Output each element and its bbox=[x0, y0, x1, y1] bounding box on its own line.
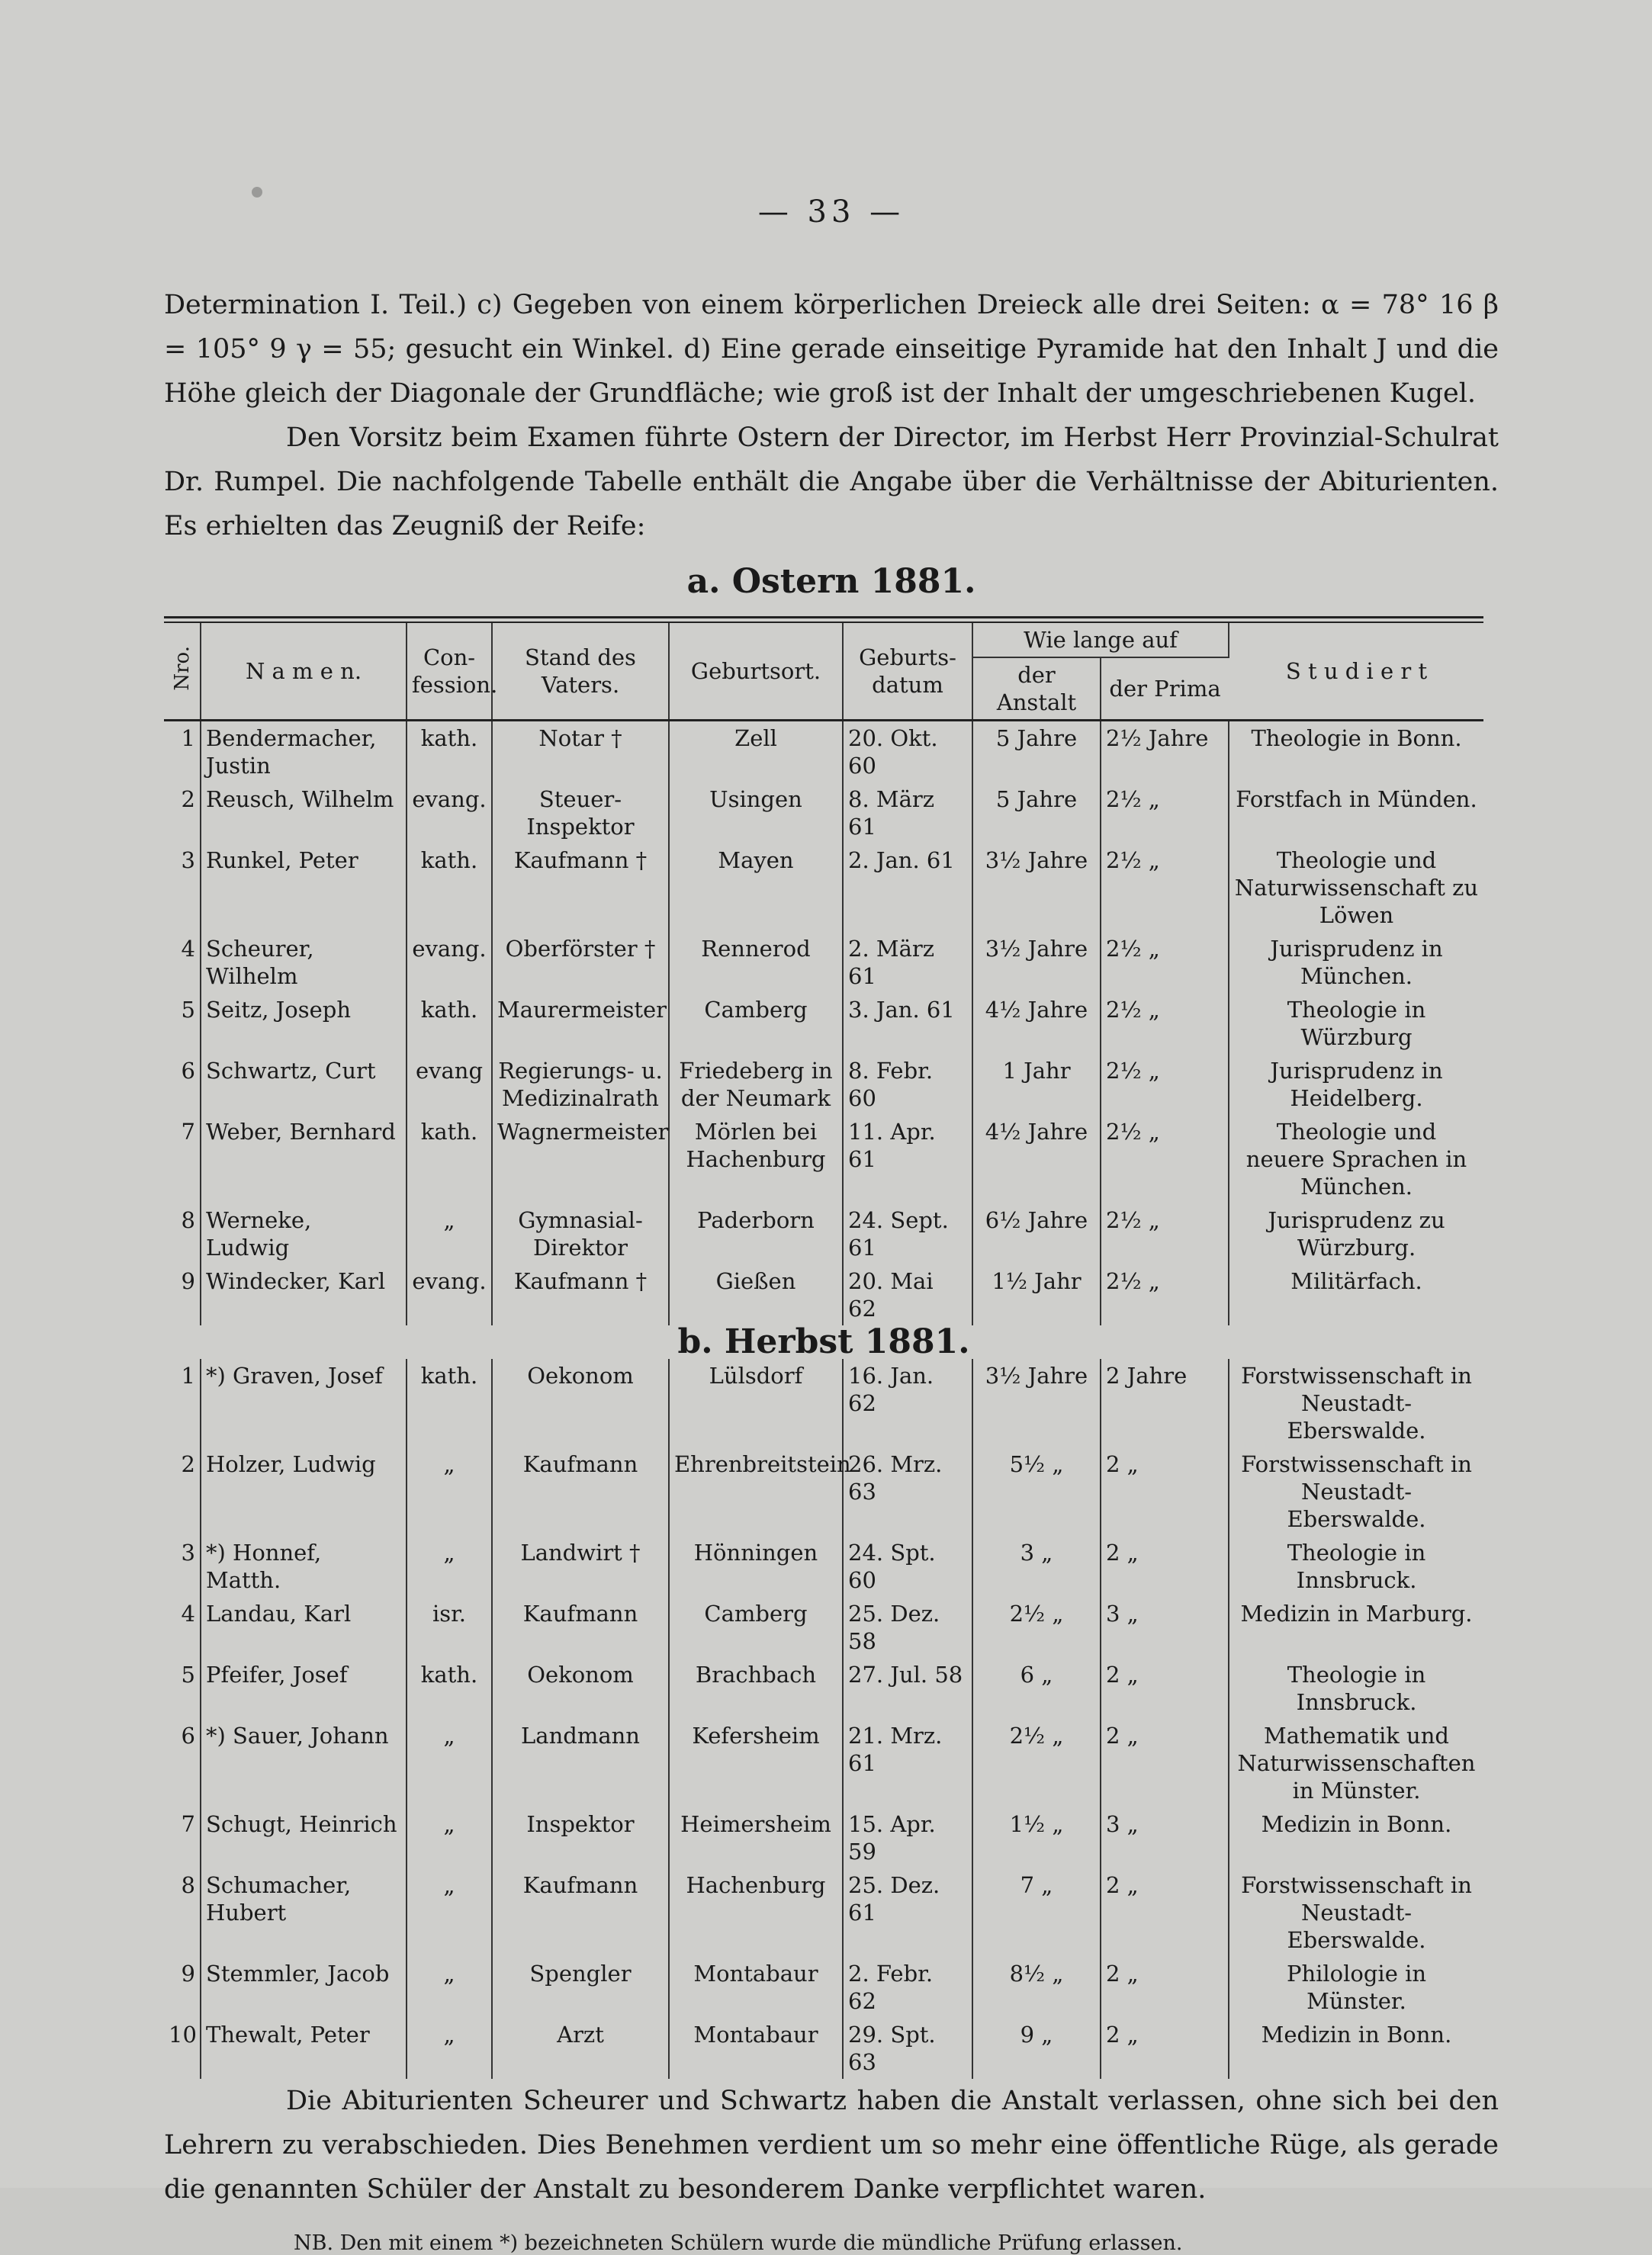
cell-place: Montabaur bbox=[669, 1957, 843, 2018]
cell-prima: 2 „ bbox=[1101, 2018, 1229, 2079]
cell-study: Mathematik und Naturwissenschaften in Münster. bbox=[1237, 1723, 1476, 1804]
cell-date: 2. Jan. 61 bbox=[843, 843, 972, 932]
table-row bbox=[164, 1597, 1483, 1658]
header-name: N a m e n. bbox=[201, 623, 407, 721]
header-prima: der Prima bbox=[1101, 657, 1229, 721]
cell-nr: 5 bbox=[164, 993, 201, 1054]
cell-place: Lülsdorf bbox=[669, 1359, 843, 1447]
cell-prima: 2 „ bbox=[1101, 1957, 1229, 2018]
table-row bbox=[164, 1203, 1483, 1264]
cell-study: Jurisprudenz zu Würzburg. bbox=[1268, 1207, 1445, 1261]
section-title-ostern: a. Ostern 1881. bbox=[686, 562, 976, 601]
cell-inst: 3½ Jahre bbox=[972, 843, 1101, 932]
cell-name: *) Graven, Josef bbox=[201, 1359, 407, 1447]
cell-name: Schumacher, Hubert bbox=[201, 1868, 407, 1957]
cell-date: 8. Febr. 60 bbox=[843, 1054, 972, 1115]
cell-father: Kaufmann † bbox=[492, 1264, 669, 1325]
cell-prima: 2½ „ bbox=[1101, 843, 1229, 932]
cell-date: 29. Spt. 63 bbox=[843, 2018, 972, 2079]
cell-nr: 3 bbox=[164, 843, 201, 932]
cell-father: Landwirt † bbox=[492, 1536, 669, 1597]
cell-study: Medizin in Bonn. bbox=[1261, 2022, 1452, 2048]
table-row bbox=[164, 1054, 1483, 1115]
cell-nr: 4 bbox=[164, 932, 201, 993]
cell-name: *) Honnef, Matth. bbox=[201, 1536, 407, 1597]
cell-conf: kath. bbox=[407, 993, 492, 1054]
cell-prima: 2½ „ bbox=[1101, 993, 1229, 1054]
table-row bbox=[164, 1868, 1483, 1957]
cell-study: Medizin in Marburg. bbox=[1240, 1601, 1473, 1627]
cell-inst: 6½ Jahre bbox=[972, 1203, 1101, 1264]
cell-father: Kaufmann bbox=[492, 1597, 669, 1658]
cell-place: Brachbach bbox=[669, 1658, 843, 1719]
cell-conf: evang. bbox=[407, 932, 492, 993]
cell-prima: 2 „ bbox=[1101, 1719, 1229, 1807]
cell-name: Werneke, Ludwig bbox=[201, 1203, 407, 1264]
header-studies: S t u d i e r t bbox=[1229, 623, 1483, 721]
cell-date: 3. Jan. 61 bbox=[843, 993, 972, 1054]
header-nr: Nro. bbox=[164, 623, 201, 721]
cell-name: Schwartz, Curt bbox=[201, 1054, 407, 1115]
cell-father: Wagnermeister bbox=[492, 1115, 669, 1203]
page-number: — 33 — bbox=[757, 194, 905, 230]
cell-father: Landmann bbox=[492, 1719, 669, 1807]
cell-name: Seitz, Joseph bbox=[201, 993, 407, 1054]
header-birthplace: Geburtsort. bbox=[669, 623, 843, 721]
cell-date: 27. Jul. 58 bbox=[843, 1658, 972, 1719]
cell-inst: 5½ „ bbox=[972, 1447, 1101, 1536]
cell-study: Theologie und neuere Sprachen in München. bbox=[1245, 1119, 1467, 1200]
cell-inst: 8½ „ bbox=[972, 1957, 1101, 2018]
cell-place: Ehrenbreitstein bbox=[669, 1447, 843, 1536]
cell-place: Hönningen bbox=[669, 1536, 843, 1597]
cell-nr: 8 bbox=[164, 1868, 201, 1957]
cell-nr: 9 bbox=[164, 1264, 201, 1325]
ostern-rows bbox=[164, 721, 1483, 1326]
cell-prima: 2 „ bbox=[1101, 1447, 1229, 1536]
cell-inst: 5 Jahre bbox=[972, 721, 1101, 783]
table-row bbox=[164, 1807, 1483, 1868]
cell-nr: 5 bbox=[164, 1658, 201, 1719]
cell-conf: isr. bbox=[407, 1597, 492, 1658]
cell-nr: 2 bbox=[164, 782, 201, 843]
header-institution: der Anstalt bbox=[972, 657, 1101, 721]
cell-conf: evang bbox=[407, 1054, 492, 1115]
cell-study: Forstwissenschaft in Neustadt-Eberswalde. bbox=[1241, 1363, 1472, 1444]
cell-conf: kath. bbox=[407, 1658, 492, 1719]
cell-inst: 9 „ bbox=[972, 2018, 1101, 2079]
cell-place: Usingen bbox=[669, 782, 843, 843]
cell-nr: 9 bbox=[164, 1957, 201, 2018]
cell-place: Camberg bbox=[669, 993, 843, 1054]
cell-name: Pfeifer, Josef bbox=[201, 1658, 407, 1719]
cell-conf: evang. bbox=[407, 1264, 492, 1325]
cell-inst: 6 „ bbox=[972, 1658, 1101, 1719]
cell-inst: 3 „ bbox=[972, 1536, 1101, 1597]
cell-place: Kefersheim bbox=[669, 1719, 843, 1807]
cell-nr: 8 bbox=[164, 1203, 201, 1264]
cell-date: 20. Mai 62 bbox=[843, 1264, 972, 1325]
cell-prima: 2 „ bbox=[1101, 1536, 1229, 1597]
herbst-heading bbox=[164, 1322, 1483, 1361]
cell-conf: „ bbox=[407, 1536, 492, 1597]
cell-place: Paderborn bbox=[669, 1203, 843, 1264]
cell-father: Regierungs- u. Medizinalrath bbox=[492, 1054, 669, 1115]
cell-nr: 10 bbox=[164, 2018, 201, 2079]
cell-father: Inspektor bbox=[492, 1807, 669, 1868]
cell-father: Kaufmann † bbox=[492, 843, 669, 932]
cell-prima: 2½ „ bbox=[1101, 1264, 1229, 1325]
cell-father: Oekonom bbox=[492, 1658, 669, 1719]
cell-conf: kath. bbox=[407, 1115, 492, 1203]
cell-study: Forstwissenschaft in Neustadt-Eberswalde. bbox=[1241, 1872, 1472, 1953]
cell-study: Theologie in Würzburg bbox=[1287, 997, 1426, 1050]
cell-nr: 1 bbox=[164, 1359, 201, 1447]
cell-nr: 1 bbox=[164, 721, 201, 783]
cell-place: Mörlen bei Hachenburg bbox=[669, 1115, 843, 1203]
cell-nr: 6 bbox=[164, 1054, 201, 1115]
cell-place: Gießen bbox=[669, 1264, 843, 1325]
cell-name: Windecker, Karl bbox=[201, 1264, 407, 1325]
cell-prima: 3 „ bbox=[1101, 1597, 1229, 1658]
cell-study: Militärfach. bbox=[1290, 1268, 1422, 1294]
cell-conf: „ bbox=[407, 1807, 492, 1868]
cell-date: 11. Apr. 61 bbox=[843, 1115, 972, 1203]
cell-study: Theologie und Naturwissenschaft zu Löwen bbox=[1234, 847, 1479, 928]
cell-prima: 2 „ bbox=[1101, 1868, 1229, 1957]
table-row bbox=[164, 1447, 1483, 1536]
cell-conf: evang. bbox=[407, 782, 492, 843]
cell-name: Weber, Bernhard bbox=[201, 1115, 407, 1203]
cell-conf: „ bbox=[407, 1447, 492, 1536]
header-father: Stand des Vaters. bbox=[492, 623, 669, 721]
cell-nr: 7 bbox=[164, 1807, 201, 1868]
cell-place: Rennerod bbox=[669, 932, 843, 993]
cell-date: 16. Jan. 62 bbox=[843, 1359, 972, 1447]
cell-conf: kath. bbox=[407, 843, 492, 932]
cell-father: Notar † bbox=[492, 721, 669, 783]
cell-inst: 1 Jahr bbox=[972, 1054, 1101, 1115]
cell-conf: kath. bbox=[407, 721, 492, 783]
cell-date: 24. Sept. 61 bbox=[843, 1203, 972, 1264]
table-row bbox=[164, 843, 1483, 932]
cell-prima: 2½ „ bbox=[1101, 782, 1229, 843]
intro-paragraph-1: Determination I. Teil.) c) Gegeben von einem körperlichen Dreieck alle drei Seiten: α = 78° 16 β = 105° 9 γ = 55; gesucht ein Winkel. d) Eine gerade einseitige Pyramide hat den Inhalt J und die Höhe gleich der Diagonale der Grundfläche; wie groß ist der Inhalt der umgeschriebenen Kugel. bbox=[164, 290, 1499, 409]
cell-name: Landau, Karl bbox=[201, 1597, 407, 1658]
table-row bbox=[164, 1115, 1483, 1203]
cell-study: Jurisprudenz in Heidelberg. bbox=[1270, 1058, 1443, 1111]
cell-inst: 1½ „ bbox=[972, 1807, 1101, 1868]
table-header bbox=[164, 623, 1483, 721]
cell-name: *) Sauer, Johann bbox=[201, 1719, 407, 1807]
cell-nr: 2 bbox=[164, 1447, 201, 1536]
cell-conf: „ bbox=[407, 1868, 492, 1957]
cell-date: 15. Apr. 59 bbox=[843, 1807, 972, 1868]
cell-father: Gymnasial-Direktor bbox=[492, 1203, 669, 1264]
cell-prima: 2½ „ bbox=[1101, 1115, 1229, 1203]
header-how-long: Wie lange auf bbox=[972, 623, 1229, 657]
cell-date: 20. Okt. 60 bbox=[843, 721, 972, 783]
cell-study: Theologie in Bonn. bbox=[1251, 725, 1462, 751]
table-row bbox=[164, 1658, 1483, 1719]
cell-date: 8. März 61 bbox=[843, 782, 972, 843]
cell-inst: 2½ „ bbox=[972, 1597, 1101, 1658]
cell-father: Steuer-Inspektor bbox=[492, 782, 669, 843]
cell-study: Forstfach in Münden. bbox=[1236, 786, 1477, 812]
cell-date: 2. Febr. 62 bbox=[843, 1957, 972, 2018]
cell-date: 2. März 61 bbox=[843, 932, 972, 993]
abiturienten-table bbox=[164, 623, 1483, 2079]
cell-inst: 4½ Jahre bbox=[972, 993, 1101, 1054]
table-row bbox=[164, 782, 1483, 843]
cell-name: Schugt, Heinrich bbox=[201, 1807, 407, 1868]
cell-inst: 1½ Jahr bbox=[972, 1264, 1101, 1325]
double-rule bbox=[164, 616, 1483, 623]
cell-study: Theologie in Innsbruck. bbox=[1287, 1662, 1426, 1715]
cell-prima: 2½ „ bbox=[1101, 1054, 1229, 1115]
cell-conf: „ bbox=[407, 1957, 492, 2018]
cell-place: Heimersheim bbox=[669, 1807, 843, 1868]
cell-date: 24. Spt. 60 bbox=[843, 1536, 972, 1597]
cell-prima: 2½ „ bbox=[1101, 1203, 1229, 1264]
table-row bbox=[164, 1957, 1483, 2018]
cell-father: Oekonom bbox=[492, 1359, 669, 1447]
cell-date: 26. Mrz. 63 bbox=[843, 1447, 972, 1536]
table-row bbox=[164, 721, 1483, 783]
cell-inst: 3½ Jahre bbox=[972, 1359, 1101, 1447]
footnote: NB. Den mit einem *) bezeichneten Schülern wurde die mündliche Prüfung erlassen. bbox=[294, 2231, 1183, 2255]
cell-inst: 4½ Jahre bbox=[972, 1115, 1101, 1203]
cell-father: Maurermeister bbox=[492, 993, 669, 1054]
cell-name: Holzer, Ludwig bbox=[201, 1447, 407, 1536]
cell-nr: 3 bbox=[164, 1536, 201, 1597]
cell-father: Spengler bbox=[492, 1957, 669, 2018]
cell-study: Forstwissenschaft in Neustadt-Eberswalde. bbox=[1241, 1451, 1472, 1532]
cell-prima: 2½ „ bbox=[1101, 932, 1229, 993]
cell-name: Stemmler, Jacob bbox=[201, 1957, 407, 2018]
cell-nr: 6 bbox=[164, 1719, 201, 1807]
cell-inst: 3½ Jahre bbox=[972, 932, 1101, 993]
header-birthdate: Geburts-datum bbox=[843, 623, 972, 721]
cell-name: Reusch, Wilhelm bbox=[201, 782, 407, 843]
table-row bbox=[164, 1719, 1483, 1807]
cell-name: Thewalt, Peter bbox=[201, 2018, 407, 2079]
intro-paragraph-2: Den Vorsitz beim Examen führte Ostern der Director, im Herbst Herr Provinzial-Schulrat Dr. Rumpel. Die nachfolgende Tabelle enthält die Angabe über die Verhältnisse der Abiturienten. Es erhielten das Zeugniß der Reife: bbox=[164, 422, 1499, 541]
cell-nr: 7 bbox=[164, 1115, 201, 1203]
cell-inst: 2½ „ bbox=[972, 1719, 1101, 1807]
table-row bbox=[164, 1264, 1483, 1325]
cell-date: 21. Mrz. 61 bbox=[843, 1719, 972, 1807]
closing-paragraph: Die Abiturienten Scheurer und Schwartz haben die Anstalt verlassen, ohne sich bei den Lehrern zu verabschieden. Dies Benehmen verdient um so mehr eine öffentliche Rüge, als gerade die genannten Schüler der Anstalt zu besonderem Danke verpflichtet waren. bbox=[164, 2086, 1499, 2205]
cell-prima: 2½ Jahre bbox=[1101, 721, 1229, 783]
cell-father: Kaufmann bbox=[492, 1447, 669, 1536]
table-row bbox=[164, 2018, 1483, 2079]
cell-place: Friedeberg in der Neumark bbox=[669, 1054, 843, 1115]
table-row bbox=[164, 993, 1483, 1054]
table-row bbox=[164, 1359, 1483, 1447]
herbst-rows bbox=[164, 1359, 1483, 2079]
cell-conf: „ bbox=[407, 1203, 492, 1264]
cell-place: Zell bbox=[669, 721, 843, 783]
cell-conf: „ bbox=[407, 1719, 492, 1807]
cell-place: Camberg bbox=[669, 1597, 843, 1658]
cell-father: Arzt bbox=[492, 2018, 669, 2079]
cell-place: Hachenburg bbox=[669, 1868, 843, 1957]
page-content bbox=[164, 194, 1499, 2255]
table-row bbox=[164, 932, 1483, 993]
cell-study: Theologie in Innsbruck. bbox=[1287, 1540, 1426, 1593]
header-confession: Con-fession. bbox=[407, 623, 492, 721]
cell-place: Montabaur bbox=[669, 2018, 843, 2079]
cell-date: 25. Dez. 61 bbox=[843, 1868, 972, 1957]
cell-study: Jurisprudenz in München. bbox=[1270, 936, 1443, 989]
cell-place: Mayen bbox=[669, 843, 843, 932]
cell-conf: kath. bbox=[407, 1359, 492, 1447]
cell-name: Scheurer, Wilhelm bbox=[201, 932, 407, 993]
cell-prima: 2 Jahre bbox=[1101, 1359, 1229, 1447]
cell-prima: 3 „ bbox=[1101, 1807, 1229, 1868]
cell-nr: 4 bbox=[164, 1597, 201, 1658]
cell-date: 25. Dez. 58 bbox=[843, 1597, 972, 1658]
table-row bbox=[164, 1536, 1483, 1597]
cell-study: Medizin in Bonn. bbox=[1261, 1811, 1452, 1837]
cell-name: Runkel, Peter bbox=[201, 843, 407, 932]
section-title-herbst: b. Herbst 1881. bbox=[677, 1322, 970, 1361]
cell-father: Oberförster † bbox=[492, 932, 669, 993]
cell-name: Bendermacher, Justin bbox=[201, 721, 407, 783]
cell-prima: 2 „ bbox=[1101, 1658, 1229, 1719]
cell-conf: „ bbox=[407, 2018, 492, 2079]
cell-inst: 7 „ bbox=[972, 1868, 1101, 1957]
cell-father: Kaufmann bbox=[492, 1868, 669, 1957]
cell-inst: 5 Jahre bbox=[972, 782, 1101, 843]
cell-study: Philologie in Münster. bbox=[1286, 1961, 1427, 2014]
